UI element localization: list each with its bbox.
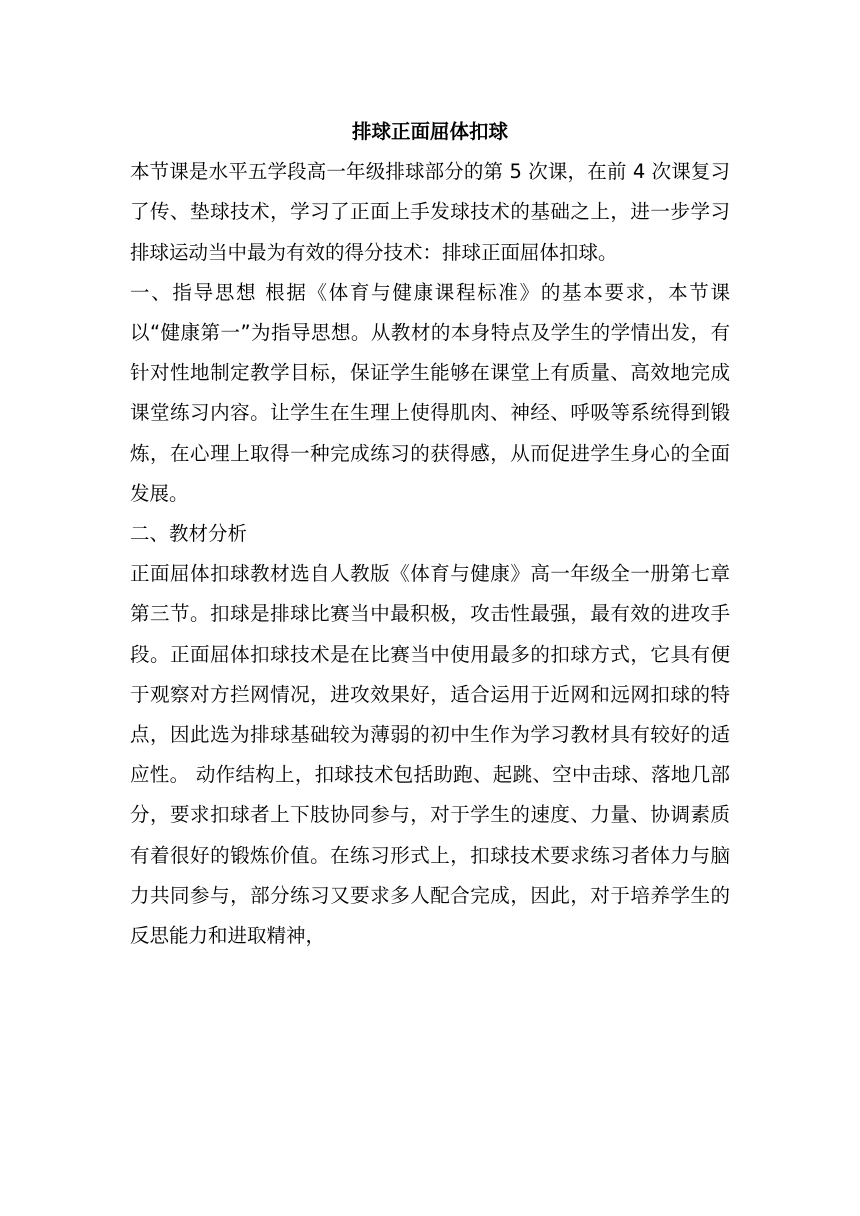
- guiding-ideology-paragraph: 一、指导思想 根据《体育与健康课程标准》的基本要求，本节课以“健康第一”为指导思想。从教材的本身特点及学生的学情出发，有针对性地制定教学目标，保证学生能够在课堂上有质量、高效地完成课堂练习内容。让学生在生理上使得肌肉、神经、呼吸等系统得到锻炼，在心理上取得一种完成练习的获得感，从而促进学生身心的全面发展。: [130, 280, 730, 505]
- intro-paragraph: 本节课是水平五学段高一年级排球部分的第 5 次课，在前 4 次课复习了传、垫球技术，学习了正面上手发球技术的基础之上，进一步学习排球运动当中最为有效的得分技术：排球正面屈体扣球。: [130, 160, 730, 264]
- textbook-analysis-paragraph: 正面屈体扣球教材选自人教版《体育与健康》高一年级全一册第七章第三节。扣球是排球比赛当中最积极，攻击性最强，最有效的进攻手段。正面屈体扣球技术是在比赛当中使用最多的扣球方式，它具有便于观察对方拦网情况，进攻效果好，适合运用于近网和远网扣球的特点，因此选为排球基础较为薄弱的初中生作为学习教材具有较好的适应性。 动作结构上，扣球技术包括助跑、起跳、空中击球、落地几部分，要求扣球者上下肢协同参与，对于学生的速度、力量、协调素质有着很好的锻炼价值。在练习形式上，扣球技术要求练习者体力与脑力共同参与，部分练习又要求多人配合完成，因此，对于培养学生的反思能力和进取精神，: [130, 562, 730, 948]
- document-title: 排球正面屈体扣球: [351, 120, 508, 143]
- section-heading-textbook-analysis: 二、教材分析: [130, 522, 248, 546]
- document-body: [130, 112, 730, 956]
